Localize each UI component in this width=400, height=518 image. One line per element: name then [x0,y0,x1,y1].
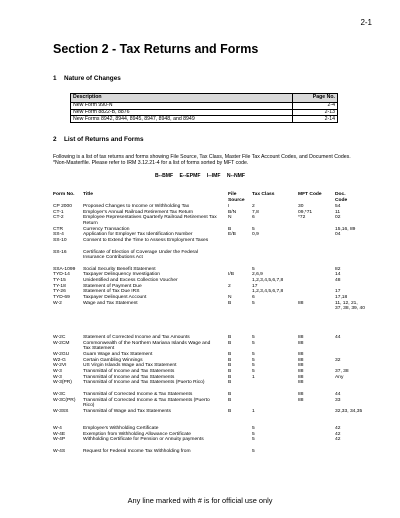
file-source: B [228,352,232,358]
mft-code: 88 [298,397,304,403]
forms-table [53,192,365,454]
table-row [53,380,353,391]
doc-code: 42 [335,431,341,437]
mft-code: 88 [298,380,304,386]
file-source: B [228,397,232,403]
mft-code: 88 [298,334,304,340]
doc-code: 33 [335,397,341,403]
form-number: W-2 [53,300,62,306]
doc-code: 44 [335,391,341,397]
col-title: Title [83,192,93,197]
file-source: B [228,300,232,306]
list-intro: Following is a list of tax returns and forms showing File Source, Tax Class, Master File Tax Account Codes, and Document Codes. *Non-Masterfile. Please refer to IRM 3.12.21-4 for a list of forms sorted by MFT code. [53,154,351,167]
doc-code: 32 [335,357,341,363]
form-title: Employee Representatives Quarterly Railroad Retirement Tax Return [83,215,217,227]
form-title: Transmittal of Wage and Tax Statements [83,408,171,414]
form-number: TY-26 [53,289,66,295]
tax-class: 5 [252,340,255,346]
tax-class: 5 [252,363,255,369]
changes-table-header [71,94,338,103]
file-source: B [228,391,232,397]
mft-code: 88 [298,363,304,369]
tax-class: 5 [252,448,255,454]
tax-class: 5 [252,352,255,358]
form-number: TYD-69 [53,295,70,301]
form-number: SS-4 [53,232,64,238]
doc-code: 15,16, 89 [335,226,356,232]
form-title: Statement of Corrected Income and Tax Amounts [83,334,190,340]
file-source: 2 [228,283,231,289]
doc-code: 17 [335,289,341,295]
form-title: Proposed Changes to Income or Withholding Tax [83,204,190,209]
doc-code: 82 [335,266,341,272]
form-number: W-4S [53,448,66,454]
table-row [53,398,353,409]
doc-code: 02 [335,215,341,221]
mft-code: 88 [298,391,304,397]
doc-code: 11, 12, 21, 37, 38, 39, 40 [335,300,365,312]
change-description: New Form 990-N [71,103,293,110]
change-page: 2-14 [293,116,338,123]
table-row [53,215,353,226]
form-number: CP 2000 [53,204,72,209]
form-title: Consent to Extend the Time to Assess Employment Taxes [83,238,209,244]
file-source: B [228,226,232,232]
doc-code: 48 [335,278,341,283]
tax-class: 5 [252,300,255,306]
list-heading [53,136,144,143]
form-title: Exemption from Withholding Allowance Certificate [83,431,191,437]
form-title: US Virgin Islands Wage and Tax Statement [83,363,177,369]
change-page: 2-4 [293,103,338,110]
mft-code: 88 [298,374,304,380]
form-title: Request for Federal Income Tax Withholding from [83,448,191,454]
doc-code: 17,18 [335,295,348,301]
file-source-legend: B--BMF E--EPMF I--IMF N--NMF [155,173,245,179]
mft-code: 09,*71 [298,209,313,215]
doc-code: 14 [335,272,341,278]
nature-heading [53,75,121,82]
form-title: Currency Transaction [83,226,130,232]
change-description: New Forms 8942, 8944, 8945, 8947, 8948, and 8949 [71,116,293,123]
file-source: B [228,380,232,386]
doc-code: 04 [335,232,341,238]
file-source: N [228,295,232,301]
table-row [53,250,353,267]
form-number: W-3 [53,374,62,380]
form-number: W-4P [53,437,66,443]
file-source: B/N [228,209,237,215]
table-row [53,300,365,335]
doc-code: 32,33, 34,35 [335,408,363,414]
table-row [53,408,363,426]
file-source: N [228,215,232,221]
form-title: Employee's Withholding Certificate [83,426,159,432]
table-row [53,449,353,455]
col-doc-code: Doc. Code [335,192,348,203]
form-number: W2-G [53,357,66,363]
form-number: W-2CM [53,340,70,346]
footer-note: Any line marked with # is for official use only [127,496,273,505]
form-number: W-3SS [53,408,69,414]
form-title: Social Security Benefit Statement [83,266,156,272]
file-source: B [228,334,232,340]
mft-code: 88 [298,352,304,358]
form-title: Taxpayer Delinquency Investigation [83,272,160,278]
file-source: B [228,408,232,414]
list-heading-number: 2 [53,136,57,143]
col-page: Page No. [293,94,338,103]
tax-class: 5 [252,226,255,232]
forms-table-header [53,192,353,204]
form-number: W-3(PR) [53,380,72,386]
form-number: W-4 [53,426,62,432]
doc-code: 54 [335,204,341,209]
form-title: Certain Gambling Winnings [83,357,143,363]
file-source: B [228,374,232,380]
tax-class: 5 [252,437,255,443]
tax-class: 2,6,9 [252,272,263,278]
file-source: B [228,363,232,369]
list-heading-text: List of Returns and Forms [64,136,144,143]
form-number: W-2C [53,334,66,340]
table-row [71,116,338,123]
mft-code: 88 [298,340,304,346]
change-description: New Form 8822-B, 8876 [71,109,293,116]
mft-code: 88 [298,300,304,306]
table-row [71,109,338,116]
tax-class: 6 [252,215,255,221]
form-number: CTR [53,226,64,232]
doc-code: 11 [335,209,341,215]
form-number: W-4E [53,431,66,437]
tax-class: 5 [252,369,255,375]
doc-code: 37, 38 [335,369,349,375]
changes-table [70,93,338,123]
tax-class: 1 [252,408,255,414]
form-number: W-3C [53,391,66,397]
page-number: 2-1 [360,18,372,27]
tax-class: 17 [252,283,258,289]
section-title: Section 2 - Tax Returns and Forms [53,42,259,56]
tax-class: 2 [252,204,255,209]
table-row [53,341,353,352]
nature-heading-text: Nature of Changes [64,75,121,82]
form-title: Transmittal of Corrected Income & Tax Statements [83,391,193,397]
mft-code: 88 [298,369,304,375]
file-source: I/B [228,272,234,278]
form-title: Statement of Tax Due IRS [83,289,140,295]
form-number: W-3 [53,369,62,375]
col-tax-class: Tax Class [252,192,275,197]
tax-class: 5 [252,426,255,432]
form-title: Taxpayer Delinquent Account [83,295,147,301]
mft-code: 30 [298,204,304,209]
form-title: Employer's Annual Railroad Retirement Tax Return [83,209,194,215]
tax-class: 5 [252,334,255,340]
tax-class: 7,8 [252,209,259,215]
form-number: SS-10 [53,238,67,244]
form-title: Transmittal of Income and Tax Statements [83,374,175,380]
form-number: CT-1 [53,209,64,215]
table-row [53,437,353,448]
tax-class: 5 [252,357,255,363]
form-title: Wage and Tax Statement [83,300,138,306]
form-title: Certificate of Election of Coverage Under the Federal Insurance Contributions Act [83,249,198,261]
file-source: B [228,369,232,375]
file-source: I [228,204,230,209]
tax-class: 0,9 [252,232,259,238]
form-title: Guam Wage and Tax Statement [83,352,153,358]
change-page: 2-13 [293,109,338,116]
form-title: Application for Employer Tax Identification Number [83,232,193,238]
form-title: Statement of Payment Due [83,283,142,289]
nature-heading-number: 1 [53,75,57,82]
tax-class: 6 [252,295,255,301]
mft-code: 88 [298,357,304,363]
doc-code: 42 [335,437,341,443]
doc-code: 44 [335,334,341,340]
col-mft-code: MFT Code [298,192,322,197]
mft-code: *72 [298,215,306,221]
form-number: W-3C(PR) [53,397,76,403]
form-number: SS-16 [53,249,67,255]
doc-code: Any [335,374,344,380]
form-number: SSA-1099 [53,266,76,272]
tax-class: 5 [252,266,255,272]
tax-class: 1,2,3,4,5,6,7,8 [252,278,284,283]
form-number: W-2GU [53,352,70,358]
col-file-source: File Source [228,192,245,203]
tax-class: 1 [252,374,255,380]
form-title: Transmittal of Income and Tax Statements (Puerto Rico) [83,380,205,386]
col-form-number: Form No. [53,192,75,197]
tax-class: 5 [252,431,255,437]
form-title: Transmittal of Corrected Income & Tax Statements (Puerto Rico) [83,397,210,409]
file-source: E/B [228,232,236,238]
form-title: Withholding Certificate for Pension or Annuity payments [83,437,204,443]
form-number: TY-18 [53,283,66,289]
form-title: Transmittal of Income and Tax Statements [83,369,175,375]
doc-code: 42 [335,426,341,432]
table-row [53,238,353,249]
form-number: TYD-14 [53,272,70,278]
col-description: Description [71,94,293,103]
file-source: B [228,340,232,346]
form-title: Commonwealth of the Northern Mariana Islands Wage and Tax Statement [83,340,211,352]
form-number: TY-15 [53,278,66,283]
form-title: Unidentified and Excess Collection Voucher [83,278,178,283]
form-number: W-2VI [53,363,67,369]
tax-class: 1,2,3,4,5,6,7,8 [252,289,284,295]
file-source: B [228,357,232,363]
form-number: CT-2 [53,215,64,221]
